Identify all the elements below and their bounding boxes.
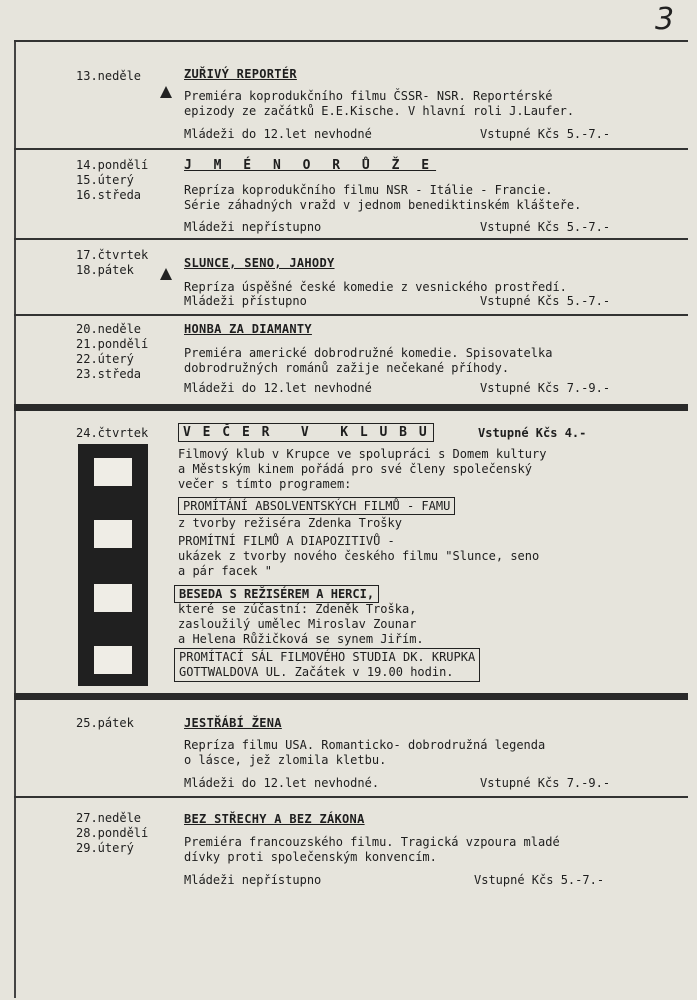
ticket-price: Vstupné Kčs 5.-7.-	[480, 220, 611, 234]
program-description: Repríza filmu USA. Romanticko- dobrodružná legenda o lásce, jež zlomila kletbu.	[184, 738, 546, 767]
program-dates: 25.pátek	[76, 716, 134, 730]
film-frame	[94, 646, 132, 674]
ticket-price: Vstupné Kčs 7.-9.-	[480, 381, 611, 395]
program-description: Premiéra americké dobrodružné komedie. Spisovatelka dobrodružných románů zažije nečekané příhody.	[184, 346, 553, 375]
program-title: ZUŘIVÝ REPORTÉR	[184, 67, 297, 81]
age-rating: Mládeži do 12.let nevhodné.	[184, 776, 380, 790]
program-description: Premiéra koprodukčního filmu ČSSR- NSR. Reportérské epizody ze začátků E.E.Kische. V hlavní roli J.Laufer.	[184, 89, 575, 118]
club-intro: Filmový klub v Krupce ve spolupráci s Domem kultury a Městským kinem pořádá pro své členy společenský večer s tímto programem:	[178, 447, 547, 491]
club-item-title: PROMÍTÁNÍ ABSOLVENTSKÝCH FILMŮ - FAMU	[178, 497, 455, 515]
film-frame	[94, 520, 132, 548]
age-rating: Mládeži do 12.let nevhodné	[184, 127, 372, 141]
club-item-title: BESEDA S REŽISÉREM A HERCI,	[174, 585, 379, 603]
ticket-price: Vstupné Kčs 5.-7.-	[480, 127, 611, 141]
program-title: JESTŘÁBÍ ŽENA	[184, 716, 282, 730]
program-dates: 14.pondělí 15.úterý 16.středa	[76, 158, 149, 202]
program-description: Premiéra francouzského filmu. Tragická vzpoura mladé dívky proti společenským konvencím.	[184, 835, 560, 864]
divider	[14, 314, 688, 316]
ticket-price: Vstupné Kčs 7.-9.-	[480, 776, 611, 790]
age-rating: Mládeži do 12.let nevhodné	[184, 381, 372, 395]
divider-thick	[14, 404, 688, 411]
club-item-text: které se zúčastní: Zdeněk Troška, zasloužilý umělec Miroslav Zounar a Helena Růžičková se synem Jiřím.	[178, 602, 424, 646]
club-price: Vstupné Kčs 4.-	[478, 426, 587, 440]
film-frame	[94, 458, 132, 486]
page-number: 3	[655, 2, 675, 37]
program-dates: 20.neděle 21.pondělí 22.úterý 23.středa	[76, 322, 149, 381]
triangle-icon	[160, 268, 172, 280]
program-title: BEZ STŘECHY A BEZ ZÁKONA	[184, 812, 365, 826]
club-dates: 24.čtvrtek	[76, 426, 149, 440]
program-title: HONBA ZA DIAMANTY	[184, 322, 312, 336]
program-description: Repríza úspěšné české komedie z vesnického prostředí.	[184, 280, 567, 294]
divider	[14, 148, 688, 150]
film-strip-illustration	[78, 444, 148, 686]
program-title: SLUNCE, SENO, JAHODY	[184, 256, 335, 270]
club-item-text: z tvorby režiséra Zdenka Trošky	[178, 516, 402, 530]
divider	[14, 238, 688, 240]
program-dates: 13.neděle	[76, 69, 142, 83]
club-venue: PROMÍTACÍ SÁL FILMOVÉHO STUDIA DK. KRUPKA GOTTWALDOVA UL. Začátek v 19.00 hodin.	[174, 648, 480, 682]
film-frame	[94, 584, 132, 612]
program-description: Repríza koprodukčního filmu NSR - Itálie - Francie. Série záhadných vražd v jednom benediktinském klášteře.	[184, 183, 582, 212]
divider-thick	[14, 693, 688, 700]
divider-top	[14, 40, 688, 42]
program-dates: 27.neděle 28.pondělí 29.úterý	[76, 811, 149, 855]
club-title: V E Č E R V K L U B U	[178, 423, 434, 442]
ticket-price: Vstupné Kčs 5.-7.-	[480, 294, 611, 308]
program-dates: 17.čtvrtek 18.pátek	[76, 248, 149, 277]
ticket-price: Vstupné Kčs 5.-7.-	[474, 873, 605, 887]
age-rating: Mládeži nepřístupno	[184, 220, 322, 234]
age-rating: Mládeži přístupno	[184, 294, 307, 308]
club-item-text: PROMÍTNÍ FILMŮ A DIAPOZITIVŮ - ukázek z tvorby nového českého filmu "Slunce, seno a pár facek "	[178, 534, 540, 578]
divider	[14, 796, 688, 798]
program-title: J M É N O R Ů Ž E	[184, 158, 437, 173]
age-rating: Mládeži nepřístupno	[184, 873, 322, 887]
triangle-icon	[160, 86, 172, 98]
left-border	[14, 40, 16, 998]
